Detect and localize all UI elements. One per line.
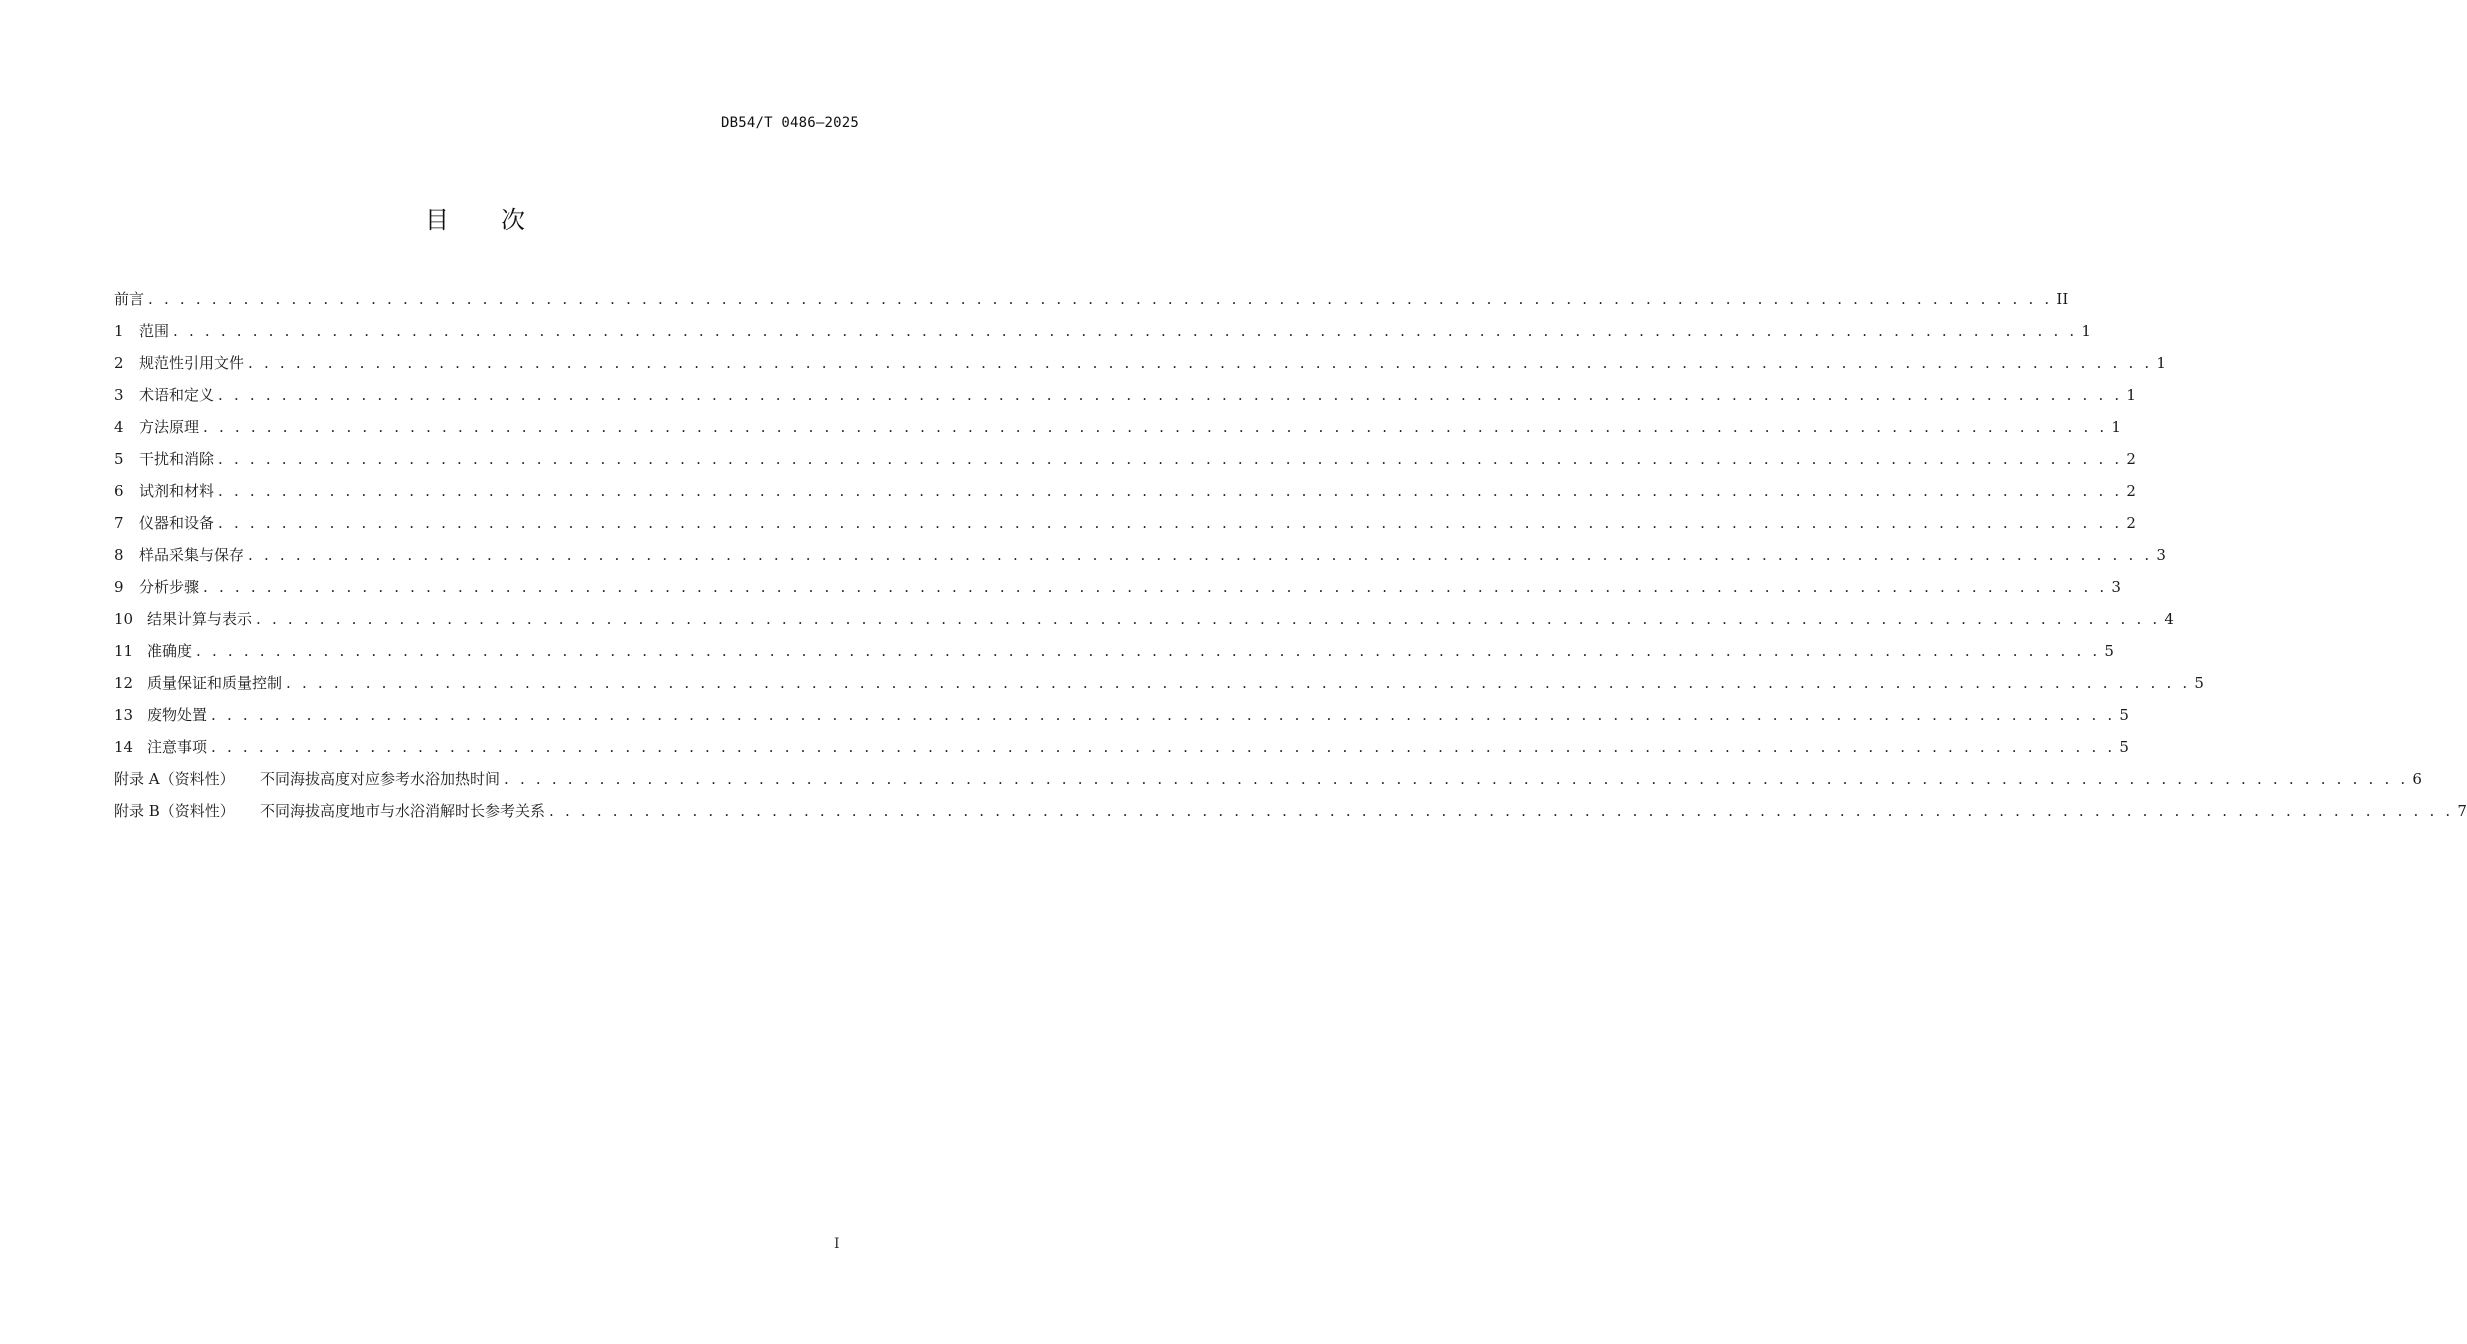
toc-entry-page: 5: [2119, 706, 2129, 724]
toc-entry-number: 9: [114, 578, 124, 596]
toc-entry[interactable]: [114, 800, 2467, 832]
toc-entry-number: 5: [114, 450, 124, 468]
toc-entry-page: 5: [2194, 674, 2204, 692]
toc-entry-page: 1: [2156, 354, 2166, 372]
table-of-contents: [114, 288, 2467, 832]
toc-entry-page: 2: [2126, 482, 2136, 500]
dot-leader: . . . . . . . . . . . . . . . . . . . . . . . . . . . . . . . . . . . . . . . . . . . . . . . . . . . . . . . . . . . . . . . . . . . . . . . . . . . . . . . . . . . . . . . . . . . . . . . . . . . . . . . . . . . . . . . . . . . . . . . .: [286, 674, 2191, 692]
toc-entry[interactable]: [114, 480, 2136, 512]
toc-entry-label: 样品采集与保存: [139, 546, 245, 564]
toc-entry[interactable]: [114, 768, 2422, 800]
toc-entry-label: 仪器和设备: [139, 514, 215, 532]
toc-entry-label: 分析步骤: [139, 578, 200, 596]
toc-entry-label: 干扰和消除: [139, 450, 215, 468]
toc-entry-label: 不同海拔高度对应参考水浴加热时间: [260, 770, 501, 788]
toc-entry-number: 12: [114, 674, 134, 692]
toc-entry-label: 方法原理: [139, 418, 200, 436]
toc-entry-page: II: [2056, 290, 2069, 308]
dot-leader: . . . . . . . . . . . . . . . . . . . . . . . . . . . . . . . . . . . . . . . . . . . . . . . . . . . . . . . . . . . . . . . . . . . . . . . . . . . . . . . . . . . . . . . . . . . . . . . . . . . . . . . . . . . . . . . . . . . . . . . .: [211, 738, 2116, 756]
toc-entry-page: 1: [2081, 322, 2091, 340]
toc-entry[interactable]: [114, 320, 2091, 352]
dot-leader: . . . . . . . . . . . . . . . . . . . . . . . . . . . . . . . . . . . . . . . . . . . . . . . . . . . . . . . . . . . . . . . . . . . . . . . . . . . . . . . . . . . . . . . . . . . . . . . . . . . . . . . . . . . . . . . . . . . . . . . .: [203, 578, 2108, 596]
toc-entry-number: 10: [114, 610, 134, 628]
toc-entry[interactable]: [114, 448, 2136, 480]
toc-entry-number: 1: [114, 322, 124, 340]
toc-entry[interactable]: [114, 576, 2121, 608]
toc-entry-page: 3: [2156, 546, 2166, 564]
dot-leader: . . . . . . . . . . . . . . . . . . . . . . . . . . . . . . . . . . . . . . . . . . . . . . . . . . . . . . . . . . . . . . . . . . . . . . . . . . . . . . . . . . . . . . . . . . . . . . . . . . . . . . . . . . . . . . . . . . . . . . . .: [218, 450, 2123, 468]
toc-entry-label: 术语和定义: [139, 386, 215, 404]
toc-entry-page: 5: [2104, 642, 2114, 660]
toc-entry[interactable]: [114, 672, 2204, 704]
dot-leader: . . . . . . . . . . . . . . . . . . . . . . . . . . . . . . . . . . . . . . . . . . . . . . . . . . . . . . . . . . . . . . . . . . . . . . . . . . . . . . . . . . . . . . . . . . . . . . . . . . . . . . . . . . . . . . . . . . . . . . . .: [218, 514, 2123, 532]
toc-entry-number: 13: [114, 706, 134, 724]
toc-entry-page: 1: [2111, 418, 2121, 436]
dot-leader: . . . . . . . . . . . . . . . . . . . . . . . . . . . . . . . . . . . . . . . . . . . . . . . . . . . . . . . . . . . . . . . . . . . . . . . . . . . . . . . . . . . . . . . . . . . . . . . . . . . . . . . . . . . . . . . . . . . . . . . .: [148, 290, 2053, 308]
toc-entry-number: 7: [114, 514, 124, 532]
toc-entry-label: 试剂和材料: [139, 482, 215, 500]
dot-leader: . . . . . . . . . . . . . . . . . . . . . . . . . . . . . . . . . . . . . . . . . . . . . . . . . . . . . . . . . . . . . . . . . . . . . . . . . . . . . . . . . . . . . . . . . . . . . . . . . . . . . . . . . . . . . . . . . . . . . . . .: [218, 386, 2123, 404]
toc-entry[interactable]: [114, 352, 2166, 384]
toc-entry-page: 5: [2119, 738, 2129, 756]
toc-entry-page: 2: [2126, 514, 2136, 532]
toc-entry-page: 6: [2412, 770, 2422, 788]
toc-entry[interactable]: [114, 544, 2166, 576]
dot-leader: . . . . . . . . . . . . . . . . . . . . . . . . . . . . . . . . . . . . . . . . . . . . . . . . . . . . . . . . . . . . . . . . . . . . . . . . . . . . . . . . . . . . . . . . . . . . . . . . . . . . . . . . . . . . . . . . . . . . . . . .: [196, 642, 2101, 660]
page-number: I: [834, 1236, 840, 1252]
dot-leader: . . . . . . . . . . . . . . . . . . . . . . . . . . . . . . . . . . . . . . . . . . . . . . . . . . . . . . . . . . . . . . . . . . . . . . . . . . . . . . . . . . . . . . . . . . . . . . . . . . . . . . . . . . . . . . . . . . . . . . . .: [256, 610, 2161, 628]
toc-entry-number: 8: [114, 546, 124, 564]
toc-entry-number: 14: [114, 738, 134, 756]
toc-entry-page: 7: [2457, 802, 2467, 820]
toc-entry-label: 准确度: [147, 642, 193, 660]
toc-entry[interactable]: [114, 736, 2129, 768]
toc-entry-page: 4: [2164, 610, 2174, 628]
toc-entry-label: 范围: [139, 322, 170, 340]
toc-entry[interactable]: [114, 512, 2136, 544]
dot-leader: . . . . . . . . . . . . . . . . . . . . . . . . . . . . . . . . . . . . . . . . . . . . . . . . . . . . . . . . . . . . . . . . . . . . . . . . . . . . . . . . . . . . . . . . . . . . . . . . . . . . . . . . . . . . . . . . . . . . . . . .: [504, 770, 2409, 788]
toc-entry-number: 附录 B（资料性）: [114, 802, 235, 820]
toc-entry-label: 不同海拔高度地市与水浴消解时长参考关系: [260, 802, 546, 820]
toc-entry[interactable]: [114, 384, 2136, 416]
toc-entry-number: 11: [114, 642, 134, 660]
toc-entry-page: 2: [2126, 450, 2136, 468]
dot-leader: . . . . . . . . . . . . . . . . . . . . . . . . . . . . . . . . . . . . . . . . . . . . . . . . . . . . . . . . . . . . . . . . . . . . . . . . . . . . . . . . . . . . . . . . . . . . . . . . . . . . . . . . . . . . . . . . . . . . . . . .: [248, 354, 2153, 372]
dot-leader: . . . . . . . . . . . . . . . . . . . . . . . . . . . . . . . . . . . . . . . . . . . . . . . . . . . . . . . . . . . . . . . . . . . . . . . . . . . . . . . . . . . . . . . . . . . . . . . . . . . . . . . . . . . . . . . . . . . . . . . .: [549, 802, 2454, 820]
toc-entry-label: 质量保证和质量控制: [147, 674, 283, 692]
toc-entry[interactable]: [114, 608, 2174, 640]
dot-leader: . . . . . . . . . . . . . . . . . . . . . . . . . . . . . . . . . . . . . . . . . . . . . . . . . . . . . . . . . . . . . . . . . . . . . . . . . . . . . . . . . . . . . . . . . . . . . . . . . . . . . . . . . . . . . . . . . . . . . . . .: [203, 418, 2108, 436]
dot-leader: . . . . . . . . . . . . . . . . . . . . . . . . . . . . . . . . . . . . . . . . . . . . . . . . . . . . . . . . . . . . . . . . . . . . . . . . . . . . . . . . . . . . . . . . . . . . . . . . . . . . . . . . . . . . . . . . . . . . . . . .: [173, 322, 2078, 340]
toc-entry[interactable]: [114, 416, 2121, 448]
toc-entry[interactable]: [114, 288, 2069, 320]
toc-entry[interactable]: [114, 640, 2114, 672]
toc-entry-label: 规范性引用文件: [139, 354, 245, 372]
toc-entry-number: 4: [114, 418, 124, 436]
toc-entry-label: 前言: [114, 290, 145, 308]
toc-entry-page: 3: [2111, 578, 2121, 596]
toc-entry-label: 注意事项: [147, 738, 208, 756]
toc-entry-number: 2: [114, 354, 124, 372]
dot-leader: . . . . . . . . . . . . . . . . . . . . . . . . . . . . . . . . . . . . . . . . . . . . . . . . . . . . . . . . . . . . . . . . . . . . . . . . . . . . . . . . . . . . . . . . . . . . . . . . . . . . . . . . . . . . . . . . . . . . . . . .: [211, 706, 2116, 724]
toc-entry-label: 结果计算与表示: [147, 610, 253, 628]
dot-leader: . . . . . . . . . . . . . . . . . . . . . . . . . . . . . . . . . . . . . . . . . . . . . . . . . . . . . . . . . . . . . . . . . . . . . . . . . . . . . . . . . . . . . . . . . . . . . . . . . . . . . . . . . . . . . . . . . . . . . . . .: [218, 482, 2123, 500]
toc-entry-page: 1: [2126, 386, 2136, 404]
dot-leader: . . . . . . . . . . . . . . . . . . . . . . . . . . . . . . . . . . . . . . . . . . . . . . . . . . . . . . . . . . . . . . . . . . . . . . . . . . . . . . . . . . . . . . . . . . . . . . . . . . . . . . . . . . . . . . . . . . . . . . . .: [248, 546, 2153, 564]
toc-entry[interactable]: [114, 704, 2129, 736]
toc-entry-number: 3: [114, 386, 124, 404]
toc-entry-number: 6: [114, 482, 124, 500]
page-title: 目次: [425, 206, 577, 234]
toc-entry-label: 废物处置: [147, 706, 208, 724]
document-code: DB54/T 0486—2025: [720, 115, 859, 131]
toc-entry-number: 附录 A（资料性）: [114, 770, 235, 788]
